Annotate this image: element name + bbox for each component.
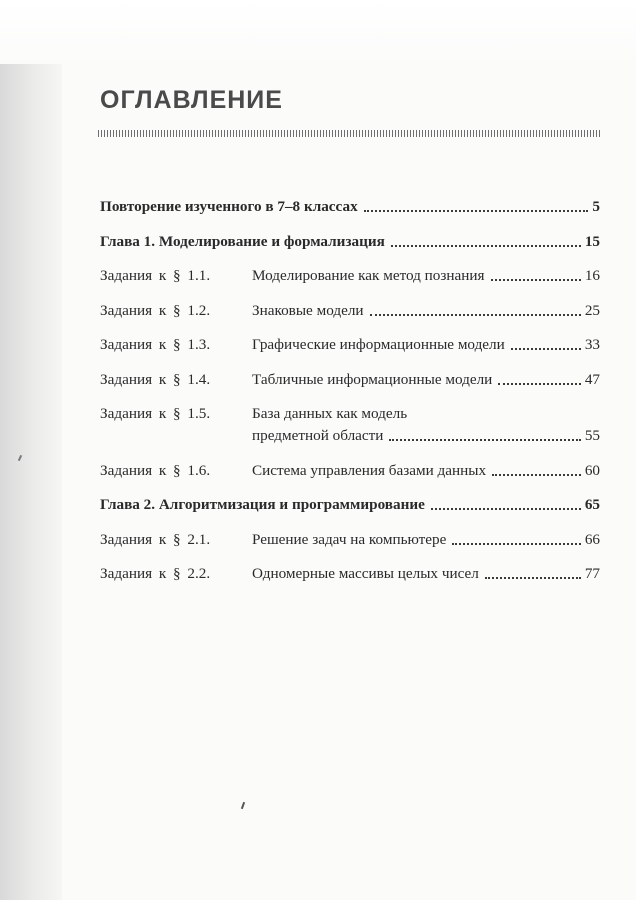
toc-entry-label: Задания к § 1.2. [100, 301, 211, 319]
dot-leader [391, 245, 581, 247]
dot-leader [491, 279, 581, 281]
page-edge-shadow [0, 0, 62, 900]
dot-leader [364, 210, 589, 212]
toc-entry-label: Задания к § 1.1. [100, 267, 211, 284]
toc-entry[interactable] [100, 300, 600, 322]
toc-entry-page: 5 [592, 198, 600, 215]
toc-entry-label: Задания к § 1.6. [100, 461, 211, 479]
toc-entry-page: 47 [584, 370, 600, 388]
heading-rule [98, 130, 601, 137]
dot-leader [511, 348, 581, 350]
page-title: ОГЛАВЛЕНИЕ [100, 86, 283, 114]
toc-entry[interactable] [100, 563, 600, 585]
toc-entry-label: Задания к § 1.3. [100, 336, 211, 353]
toc-entry-title: Графические информационные модели [252, 336, 505, 353]
toc-entry-title: Глава 2. Алгоритмизация и программирование [100, 496, 425, 513]
toc-entry[interactable] [100, 265, 600, 287]
toc-entry-page: 15 [584, 232, 600, 250]
toc-entry-title: Одномерные массивы целых чисел [252, 565, 479, 582]
toc-entry-title: Система управления базами данных [252, 461, 487, 479]
toc-entry[interactable] [100, 494, 600, 516]
toc-entry-label: Задания к § 1.5. [100, 405, 211, 422]
toc-entry-page: 60 [584, 461, 600, 479]
toc-entry-page: 16 [584, 267, 600, 284]
toc-entry-page: 33 [584, 336, 600, 353]
toc-entry-label: Задания к § 1.4. [100, 370, 211, 388]
toc-entry-label: Задания к § 2.2. [100, 565, 211, 582]
dot-leader [485, 577, 581, 579]
toc-entry-title: Знаковые модели [252, 301, 364, 319]
dot-leader [498, 383, 581, 385]
dot-leader [431, 508, 581, 510]
dot-leader [492, 474, 581, 476]
dot-leader [370, 314, 581, 316]
toc-entry-page: 55 [584, 427, 600, 444]
toc-entry-page: 77 [584, 565, 600, 582]
toc-entry-page: 65 [584, 496, 600, 513]
page-top-margin [0, 0, 636, 64]
toc-entry-title: Моделирование как метод познания [252, 267, 485, 284]
toc-entry[interactable] [100, 460, 600, 482]
toc-entry-page: 25 [584, 301, 600, 319]
toc-entry[interactable] [100, 334, 600, 356]
document-page [62, 64, 636, 900]
toc-entry[interactable] [100, 369, 600, 391]
toc-entry[interactable] [100, 403, 600, 447]
toc-entry[interactable] [100, 529, 600, 551]
toc-entry-label: Задания к § 2.1. [100, 530, 211, 548]
toc-entry[interactable] [100, 231, 600, 253]
toc-entry-title: Повторение изученного в 7–8 классах [100, 198, 358, 215]
toc-entry-title: База данных как модель [252, 405, 408, 422]
toc-entry[interactable] [100, 196, 600, 218]
toc-entry-title-line2: предметной области [252, 427, 384, 444]
toc-entry-title: Табличные информационные модели [252, 370, 493, 388]
table-of-contents [100, 196, 600, 598]
toc-entry-title: Глава 1. Моделирование и формализация [100, 232, 385, 250]
dot-leader [452, 543, 580, 545]
toc-entry-page: 66 [584, 530, 600, 548]
dot-leader [389, 439, 580, 441]
toc-entry-title: Решение задач на компьютере [252, 530, 447, 548]
